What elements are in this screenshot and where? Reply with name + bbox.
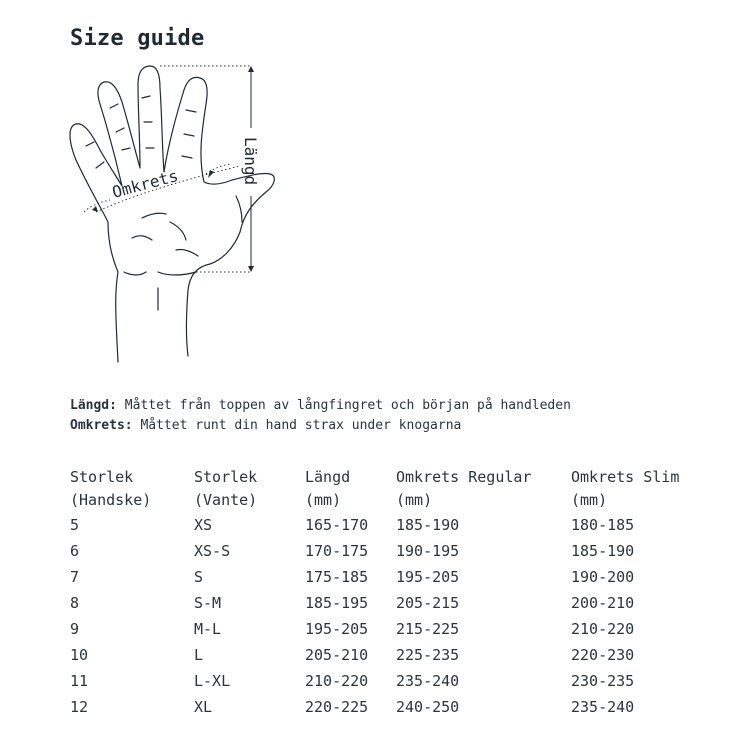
table-cell: 190-200 [571, 568, 635, 586]
table-cell: M-L [194, 620, 222, 638]
table-cell: 205-215 [396, 594, 460, 612]
page-title: Size guide [70, 26, 205, 51]
definition-term: Längd: [70, 398, 117, 413]
definition-term: Omkrets: [70, 418, 133, 433]
table-cell: 185-190 [396, 516, 460, 534]
table-cell: XS [194, 516, 213, 534]
table-cell: 180-185 [571, 516, 635, 534]
table-cell: 195-205 [396, 568, 460, 586]
definition-length [70, 396, 571, 416]
table-cell: XS-S [194, 542, 231, 560]
table-cell: S [194, 568, 204, 586]
table-cell: 190-195 [396, 542, 460, 560]
table-cell: 7 [70, 568, 80, 586]
table-cell: 175-185 [305, 568, 369, 586]
table-cell: 215-225 [396, 620, 460, 638]
table-cell: 5 [70, 516, 80, 534]
table-cell: 225-235 [396, 646, 460, 664]
table-cell: 11 [70, 672, 89, 690]
column-header: Omkrets Slim (mm) [571, 468, 680, 509]
table-cell: 8 [70, 594, 80, 612]
table-cell: XL [194, 698, 213, 716]
table-cell: 210-220 [305, 672, 369, 690]
table-cell: 235-240 [571, 698, 635, 716]
table-cell: S-M [194, 594, 222, 612]
measurement-definitions [70, 396, 571, 436]
column-header: Storlek (Vante) [194, 468, 258, 509]
definition-text: Måttet från toppen av långfingret och början på handleden [116, 398, 571, 413]
table-cell: 210-220 [571, 620, 635, 638]
hand-illustration [60, 58, 290, 378]
table-cell: 195-205 [305, 620, 369, 638]
table-cell: 205-210 [305, 646, 369, 664]
table-cell: 235-240 [396, 672, 460, 690]
table-cell: 12 [70, 698, 89, 716]
table-cell: 200-210 [571, 594, 635, 612]
table-cell: 230-235 [571, 672, 635, 690]
hand-measurement-diagram [60, 58, 290, 378]
column-header: Längd (mm) [305, 468, 351, 509]
table-cell: 10 [70, 646, 89, 664]
table-cell: 220-225 [305, 698, 369, 716]
table-cell: 165-170 [305, 516, 369, 534]
column-header: Storlek (Handske) [70, 468, 152, 509]
table-cell: 185-195 [305, 594, 369, 612]
table-cell: 220-230 [571, 646, 635, 664]
table-cell: 185-190 [571, 542, 635, 560]
definition-circumference [70, 416, 571, 436]
length-label: Längd [241, 137, 260, 186]
table-cell: 170-175 [305, 542, 369, 560]
column-header: Omkrets Regular (mm) [396, 468, 532, 509]
definition-text: Måttet runt din hand strax under knogarna [132, 418, 462, 433]
table-cell: 240-250 [396, 698, 460, 716]
table-cell: L-XL [194, 672, 231, 690]
table-cell: 6 [70, 542, 80, 560]
table-cell: 9 [70, 620, 80, 638]
circumference-label: Omkrets [110, 166, 181, 202]
table-cell: L [194, 646, 204, 664]
